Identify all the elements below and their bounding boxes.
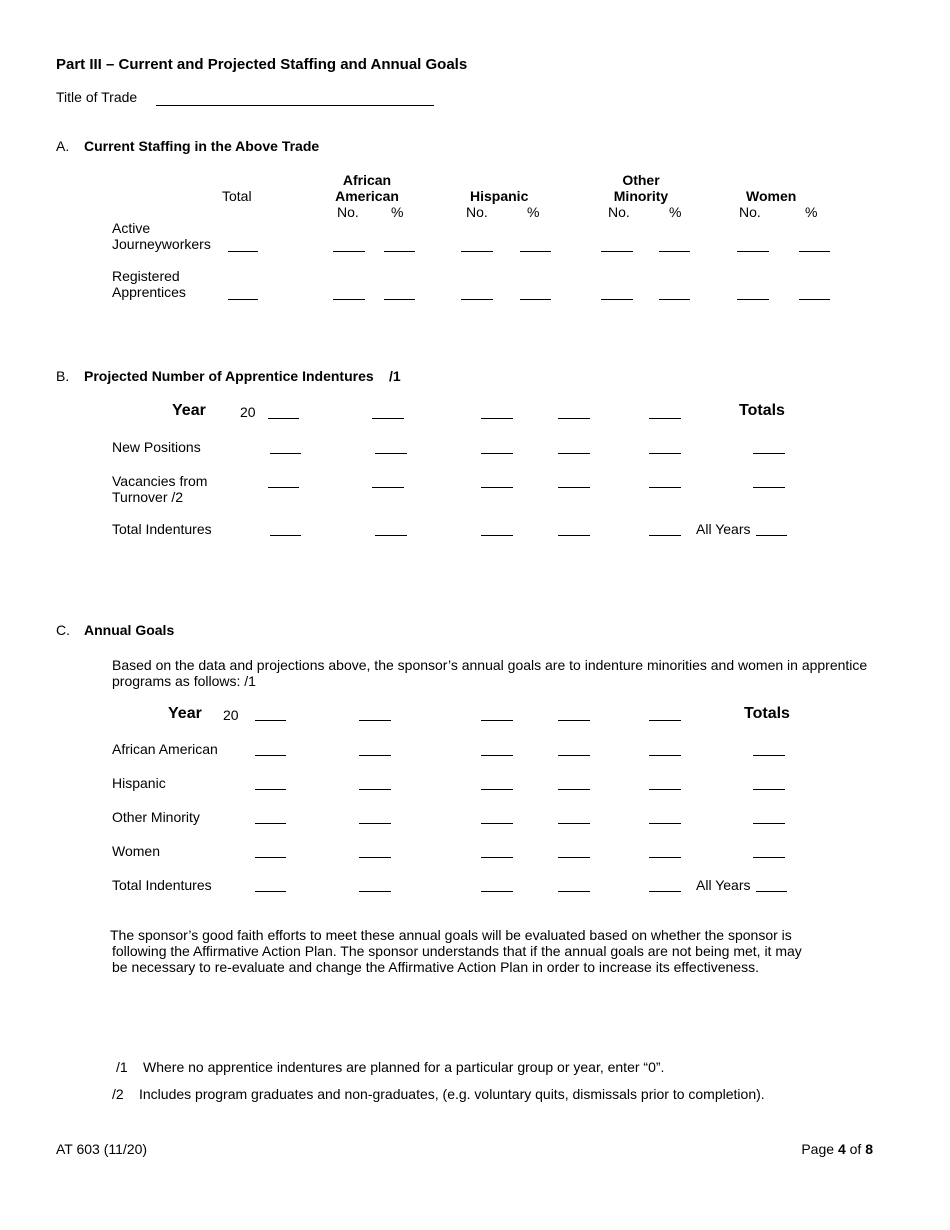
- footnote-1-text: Where no apprentice indentures are planned for a particular group or year, enter “0”.: [143, 1059, 665, 1075]
- blank-field[interactable]: [649, 453, 681, 454]
- blank-field[interactable]: [255, 823, 286, 824]
- blank-field[interactable]: [558, 789, 590, 790]
- section-b-letter: B.: [56, 368, 70, 384]
- year-label: Year: [168, 705, 202, 722]
- blank-field[interactable]: [558, 535, 590, 536]
- row-label-vacancies-1: Vacancies from: [112, 473, 208, 489]
- blank-field[interactable]: [558, 891, 590, 892]
- blank-field[interactable]: [799, 299, 830, 300]
- page-prefix: Page: [801, 1141, 835, 1157]
- blank-field[interactable]: [737, 251, 769, 252]
- page-total: 8: [865, 1141, 873, 1157]
- blank-field[interactable]: [520, 251, 551, 252]
- row-label-new-positions: New Positions: [112, 439, 201, 455]
- blank-field[interactable]: [359, 789, 391, 790]
- row-label-african-american: African American: [112, 741, 218, 757]
- blank-field[interactable]: [753, 857, 785, 858]
- blank-field[interactable]: [270, 453, 301, 454]
- blank-field[interactable]: [558, 487, 590, 488]
- closing-paragraph-3: be necessary to re-evaluate and change the Affirmative Action Plan in order to increase its effectiveness.: [112, 959, 759, 975]
- year-prefix: 20: [223, 707, 239, 723]
- row-label-total-indentures: Total Indentures: [112, 521, 212, 537]
- blank-field[interactable]: [753, 823, 785, 824]
- year-blank[interactable]: [649, 418, 681, 419]
- year-blank[interactable]: [268, 418, 299, 419]
- col-pct-header: %: [391, 204, 404, 220]
- all-years-label: All Years: [696, 877, 751, 893]
- blank-field[interactable]: [255, 891, 286, 892]
- col-women-header: Women: [746, 188, 797, 204]
- blank-field[interactable]: [384, 299, 415, 300]
- title-of-trade-field[interactable]: [156, 89, 434, 106]
- totals-label: Totals: [739, 402, 785, 419]
- col-total-header: Total: [222, 188, 252, 204]
- blank-field[interactable]: [649, 487, 681, 488]
- form-id: AT 603 (11/20): [56, 1141, 148, 1157]
- col-african-american-header-1: African: [342, 172, 392, 188]
- col-no-header: No.: [337, 204, 359, 220]
- blank-field[interactable]: [649, 755, 681, 756]
- blank-field[interactable]: [359, 891, 391, 892]
- blank-field[interactable]: [649, 823, 681, 824]
- blank-field[interactable]: [481, 453, 513, 454]
- blank-field[interactable]: [333, 299, 365, 300]
- blank-field[interactable]: [461, 251, 493, 252]
- year-prefix: 20: [240, 404, 256, 420]
- blank-field[interactable]: [649, 857, 681, 858]
- blank-field[interactable]: [649, 891, 681, 892]
- totals-label: Totals: [744, 705, 790, 722]
- page-current: 4: [837, 1141, 846, 1157]
- section-c-letter: C.: [56, 622, 70, 638]
- row-label-women: Women: [112, 843, 160, 859]
- blank-field[interactable]: [558, 755, 590, 756]
- blank-field[interactable]: [659, 299, 690, 300]
- year-blank[interactable]: [558, 418, 590, 419]
- blank-field[interactable]: [737, 299, 769, 300]
- section-c-intro-1: Based on the data and projections above, the sponsor’s annual goals are to indenture minorities and women in apprentice: [112, 657, 868, 673]
- section-a-letter: A.: [56, 138, 70, 154]
- blank-field[interactable]: [384, 251, 415, 252]
- blank-field[interactable]: [481, 891, 513, 892]
- section-b-footnote-ref: /1: [389, 368, 401, 384]
- title-of-trade-label: Title of Trade: [56, 89, 138, 105]
- blank-field[interactable]: [753, 755, 785, 756]
- page-of: of: [849, 1141, 862, 1157]
- footnote-2-text: Includes program graduates and non-graduates, (e.g. voluntary quits, dismissals prior to completion).: [139, 1086, 765, 1102]
- row-label-active-2: Journeyworkers: [112, 236, 211, 252]
- col-african-american-header-2: American: [335, 188, 399, 204]
- blank-field[interactable]: [649, 535, 681, 536]
- year-blank[interactable]: [372, 418, 404, 419]
- blank-field[interactable]: [659, 251, 690, 252]
- blank-field[interactable]: [372, 487, 404, 488]
- blank-field[interactable]: [481, 823, 513, 824]
- blank-field[interactable]: [461, 299, 493, 300]
- year-blank[interactable]: [481, 720, 513, 721]
- blank-field[interactable]: [268, 487, 299, 488]
- blank-field[interactable]: [753, 487, 785, 488]
- blank-field[interactable]: [228, 251, 258, 252]
- blank-field[interactable]: [255, 789, 286, 790]
- blank-field[interactable]: [359, 755, 391, 756]
- col-pct-header: %: [669, 204, 682, 220]
- blank-field[interactable]: [481, 487, 513, 488]
- blank-field[interactable]: [753, 789, 785, 790]
- blank-field[interactable]: [481, 755, 513, 756]
- blank-field[interactable]: [601, 251, 633, 252]
- blank-field[interactable]: [799, 251, 830, 252]
- row-label-registered-1: Registered: [112, 268, 180, 284]
- all-years-blank[interactable]: [756, 535, 787, 536]
- section-b-heading: Projected Number of Apprentice Indentures: [84, 368, 374, 384]
- blank-field[interactable]: [481, 789, 513, 790]
- blank-field[interactable]: [520, 299, 551, 300]
- year-label: Year: [172, 402, 206, 419]
- section-c-heading: Annual Goals: [84, 622, 175, 638]
- col-hispanic-header: Hispanic: [470, 188, 529, 204]
- page-number: [760, 1141, 873, 1157]
- blank-field[interactable]: [359, 857, 391, 858]
- col-other-minority-header-1: Other: [622, 172, 660, 188]
- col-pct-header: %: [805, 204, 818, 220]
- row-label-total-indentures: Total Indentures: [112, 877, 212, 893]
- blank-field[interactable]: [228, 299, 258, 300]
- all-years-label: All Years: [696, 521, 751, 537]
- col-no-header: No.: [739, 204, 761, 220]
- blank-field[interactable]: [481, 857, 513, 858]
- section-c-intro-2: programs as follows: /1: [112, 673, 256, 689]
- col-pct-header: %: [527, 204, 540, 220]
- col-no-header: No.: [466, 204, 488, 220]
- blank-field[interactable]: [333, 251, 365, 252]
- blank-field[interactable]: [481, 535, 513, 536]
- blank-field[interactable]: [558, 823, 590, 824]
- blank-field[interactable]: [649, 789, 681, 790]
- blank-field[interactable]: [359, 823, 391, 824]
- blank-field[interactable]: [753, 453, 785, 454]
- blank-field[interactable]: [558, 857, 590, 858]
- col-other-minority-header-2: Minority: [613, 188, 669, 204]
- blank-field[interactable]: [270, 535, 301, 536]
- all-years-blank[interactable]: [756, 891, 787, 892]
- part-title: Part III – Current and Projected Staffing and Annual Goals: [56, 56, 468, 73]
- blank-field[interactable]: [601, 299, 633, 300]
- year-blank[interactable]: [255, 720, 286, 721]
- footnote-1-mark: /1: [116, 1059, 128, 1075]
- blank-field[interactable]: [375, 453, 407, 454]
- row-label-other-minority: Other Minority: [112, 809, 200, 825]
- year-blank[interactable]: [481, 418, 513, 419]
- blank-field[interactable]: [255, 755, 286, 756]
- section-a-heading: Current Staffing in the Above Trade: [84, 138, 320, 154]
- closing-paragraph-2: following the Affirmative Action Plan. The sponsor understands that if the annual goals are not being met, it may: [112, 943, 802, 959]
- year-blank[interactable]: [649, 720, 681, 721]
- row-label-hispanic: Hispanic: [112, 775, 166, 791]
- closing-paragraph-1: The sponsor’s good faith efforts to meet these annual goals will be evaluated based on whether the sponsor is: [110, 927, 792, 943]
- footnote-2-mark: /2: [112, 1086, 124, 1102]
- blank-field[interactable]: [255, 857, 286, 858]
- row-label-registered-2: Apprentices: [112, 284, 186, 300]
- year-blank[interactable]: [558, 720, 590, 721]
- blank-field[interactable]: [375, 535, 407, 536]
- col-no-header: No.: [608, 204, 630, 220]
- year-blank[interactable]: [359, 720, 391, 721]
- row-label-active-1: Active: [112, 220, 151, 236]
- row-label-vacancies-2: Turnover /2: [112, 489, 184, 505]
- blank-field[interactable]: [558, 453, 590, 454]
